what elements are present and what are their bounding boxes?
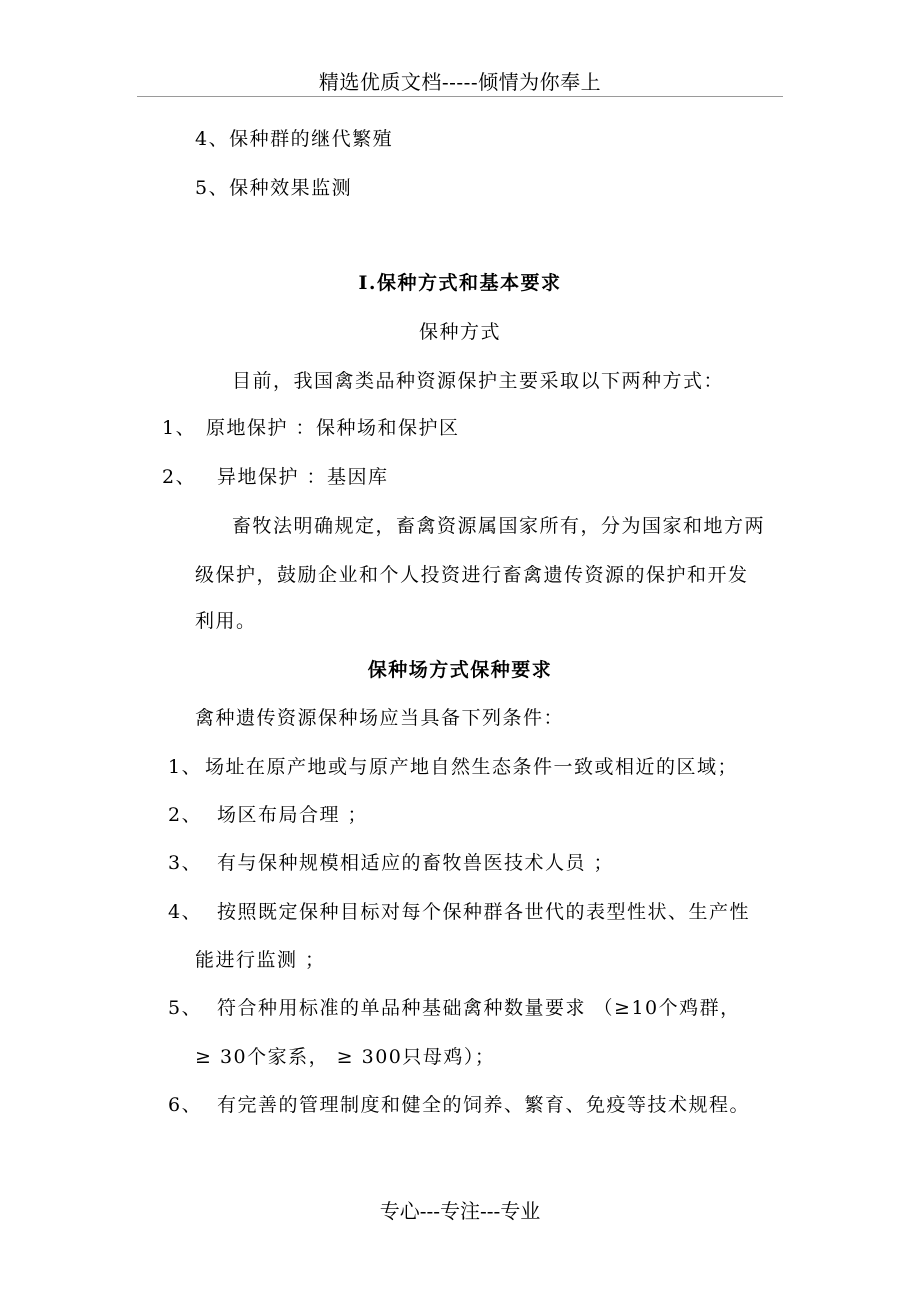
- method-number: 1、: [162, 417, 197, 439]
- section-title: I.保种方式和基本要求: [358, 272, 562, 294]
- requirements-intro: 禽种遗传资源保种场应当具备下列条件：: [195, 707, 565, 729]
- list-item: 4、保种群的继代繁殖: [195, 128, 394, 150]
- law-paragraph-line: 级保护，鼓励企业和个人投资进行畜禽遗传资源的保护和开发: [195, 564, 749, 586]
- header-rule: [137, 96, 783, 97]
- requirement-text: 符合种用标准的单品种基础禽种数量要求 （≥10个鸡群，: [217, 997, 741, 1019]
- method-text: 原地保护 ：保种场和保护区: [206, 417, 460, 439]
- requirement-text: 有完善的管理制度和健全的饲养、繁育、免疫等技术规程。: [217, 1094, 751, 1116]
- law-paragraph-line: 畜牧法明确规定，畜禽资源属国家所有，分为国家和地方两: [232, 515, 766, 537]
- method-number: 2、: [162, 466, 197, 488]
- method-text: 异地保护 ：基因库: [217, 466, 389, 488]
- page-header: 精选优质文档-----倾情为你奉上: [318, 70, 602, 94]
- requirement-number: 1、: [168, 756, 203, 778]
- requirement-number: 6、: [168, 1094, 203, 1116]
- requirement-text: 有与保种规模相适应的畜牧兽医技术人员 ；: [217, 852, 615, 874]
- requirement-text: 能进行监测 ；: [195, 949, 326, 971]
- subtitle: 保种方式: [418, 321, 501, 343]
- law-paragraph-line: 利用。: [195, 610, 257, 632]
- requirement-text: 按照既定保种目标对每个保种群各世代的表型性状、生产性: [217, 901, 751, 923]
- requirement-number: 3、: [168, 852, 203, 874]
- paragraph-intro: 目前，我国禽类品种资源保护主要采取以下两种方式：: [232, 370, 725, 392]
- requirement-number: 4、: [168, 901, 203, 923]
- requirement-number: 2、: [168, 804, 203, 826]
- requirement-text: 场区布局合理 ；: [217, 804, 369, 826]
- requirements-title: 保种场方式保种要求: [367, 659, 553, 681]
- list-item: 5、保种效果监测: [195, 177, 353, 199]
- requirement-text: ≥ 30个家系， ≥ 300只母鸡）；: [195, 1046, 496, 1068]
- page-footer: 专心---专注---专业: [379, 1199, 541, 1223]
- requirement-number: 5、: [168, 997, 203, 1019]
- requirement-text: 场址在原产地或与原产地自然生态条件一致或相近的区域；: [205, 756, 739, 778]
